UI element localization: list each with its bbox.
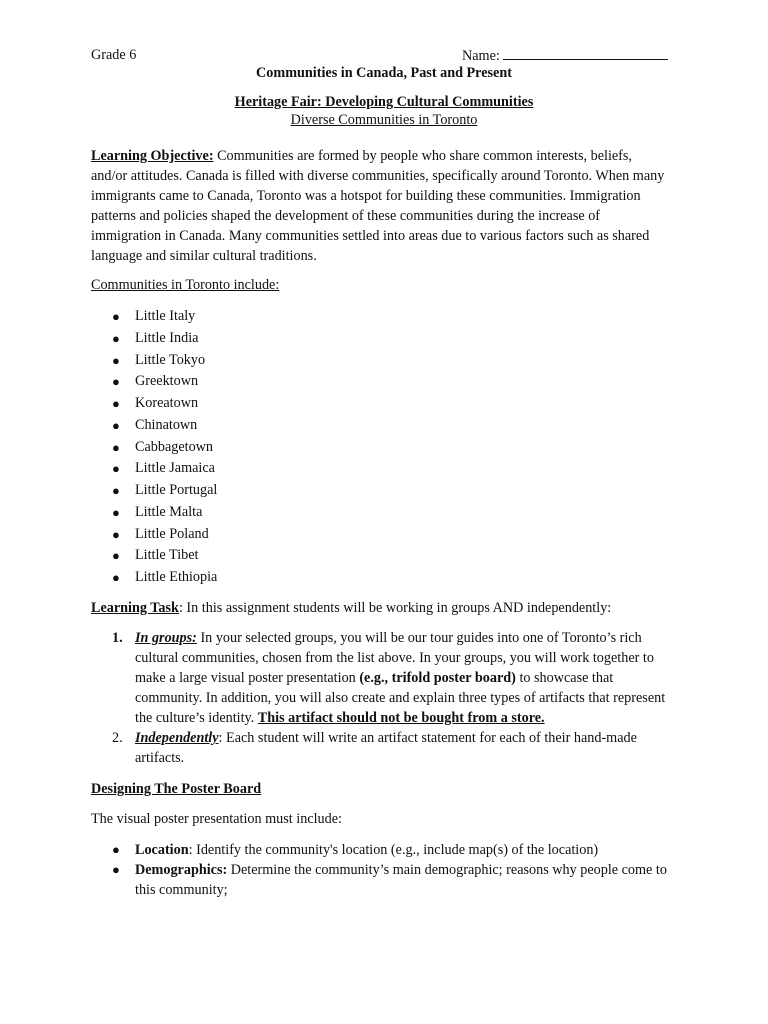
bullet-icon: ●	[112, 483, 120, 498]
task-step-independent	[91, 728, 671, 768]
bullet-icon: ●	[112, 396, 120, 411]
list-item	[91, 840, 671, 860]
bullet-icon: ●	[112, 526, 120, 542]
bullet-icon: ●	[112, 504, 120, 520]
bullet-icon: ●	[112, 352, 120, 368]
step-text-continued: to showcase that community. In addition, you will also create and explain three types of artifacts that represent the culture’s identity.	[135, 670, 666, 726]
step-lead: Independently	[135, 730, 219, 746]
task-step-groups	[91, 628, 671, 728]
requirement-text: : Identify the community's location (e.g., include map(s) of the location)	[188, 842, 599, 858]
learning-task	[91, 598, 671, 618]
subtitle-wrap	[0, 110, 768, 130]
task-steps	[91, 628, 671, 768]
subtitle: Diverse Communities in Toronto	[290, 112, 478, 128]
list-item	[91, 567, 217, 589]
bullet-icon: ●	[112, 461, 120, 477]
list-item	[91, 415, 217, 437]
task-text: : In this assignment students will be working in groups AND independently:	[178, 600, 612, 616]
task-label: Learning Task	[91, 600, 179, 616]
communities-heading: Communities in Toronto include:	[91, 277, 280, 293]
objective-label: Learning Objective:	[91, 148, 214, 164]
community-name: Little Jamaica	[135, 460, 215, 477]
grade-label: Grade 6	[91, 47, 137, 63]
name-label: Name:	[462, 48, 500, 64]
course-title: Communities in Canada, Past and Present	[256, 65, 512, 81]
bullet-icon: ●	[112, 330, 120, 346]
name-blank-line	[503, 45, 668, 60]
list-item	[91, 524, 217, 546]
bullet-icon: ●	[112, 548, 120, 564]
communities-list	[91, 306, 217, 589]
poster-heading: Designing The Poster Board	[91, 781, 262, 797]
step-text: In your selected groups, you will be our tour guides into one of Toronto’s rich cultural communities, chosen from the list above. In your groups, you will work together to make a large visual poster presentation	[135, 630, 654, 686]
list-item	[91, 350, 217, 372]
requirement-label: Demographics:	[135, 862, 228, 878]
community-name: Little Poland	[135, 525, 209, 542]
community-name: Cabbagetown	[135, 438, 214, 455]
community-name: Little Italy	[135, 308, 196, 324]
objective-text: Communities are formed by people who share common interests, beliefs, and/or attitudes. Canada is filled with diverse communities, specifically around Toronto. When many immigrants came to Canada, Toronto was a hotspot for building these communities. Immigration patterns and policies shaped the development of these communities during the increase of immigration in Canada. Many communities settled into areas due to various factors such as shared language and similar cultural traditions.	[91, 148, 665, 264]
list-item	[91, 545, 217, 567]
list-item	[91, 502, 217, 524]
list-item	[91, 328, 217, 350]
bullet-icon: ●	[112, 842, 120, 857]
bullet-icon: ●	[112, 417, 120, 433]
fair-title-wrap	[0, 92, 768, 112]
community-name: Little Portugal	[135, 482, 218, 498]
community-name: Chinatown	[135, 416, 198, 433]
poster-intro: The visual poster presentation must include:	[91, 811, 342, 827]
community-name: Little Tibet	[135, 547, 199, 564]
step-number: 1.	[112, 630, 123, 646]
learning-objective	[91, 146, 671, 266]
step-number: 2.	[112, 730, 123, 746]
step-emphasis: This artifact should not be bought from a store.	[257, 710, 545, 726]
community-name: Greektown	[135, 373, 199, 390]
community-name: Little Malta	[135, 503, 203, 520]
poster-requirements	[91, 840, 671, 900]
bullet-icon: ●	[112, 374, 120, 390]
requirement-label: Location	[135, 842, 189, 858]
step-text: : Each student will write an artifact statement for each of their hand-made artifacts.	[135, 730, 637, 766]
bullet-icon: ●	[112, 570, 120, 585]
list-item	[91, 437, 217, 459]
list-item	[91, 480, 217, 502]
list-item	[91, 393, 217, 415]
fair-title: Heritage Fair: Developing Cultural Communities	[234, 94, 534, 110]
list-item	[91, 860, 671, 900]
community-name: Little India	[135, 329, 199, 346]
bullet-icon: ●	[112, 439, 120, 455]
community-name: Little Tokyo	[135, 351, 206, 368]
list-item	[91, 371, 217, 393]
community-name: Little Ethiopia	[135, 569, 218, 585]
list-item	[91, 458, 217, 480]
step-lead: In groups:	[135, 630, 197, 646]
bullet-icon: ●	[112, 862, 120, 877]
community-name: Koreatown	[135, 395, 199, 411]
requirement-text: Determine the community’s main demographic; reasons why people come to this community;	[135, 862, 667, 898]
list-item	[91, 306, 217, 328]
step-bold-text: (e.g., trifold poster board)	[359, 670, 516, 686]
bullet-icon: ●	[112, 309, 120, 324]
